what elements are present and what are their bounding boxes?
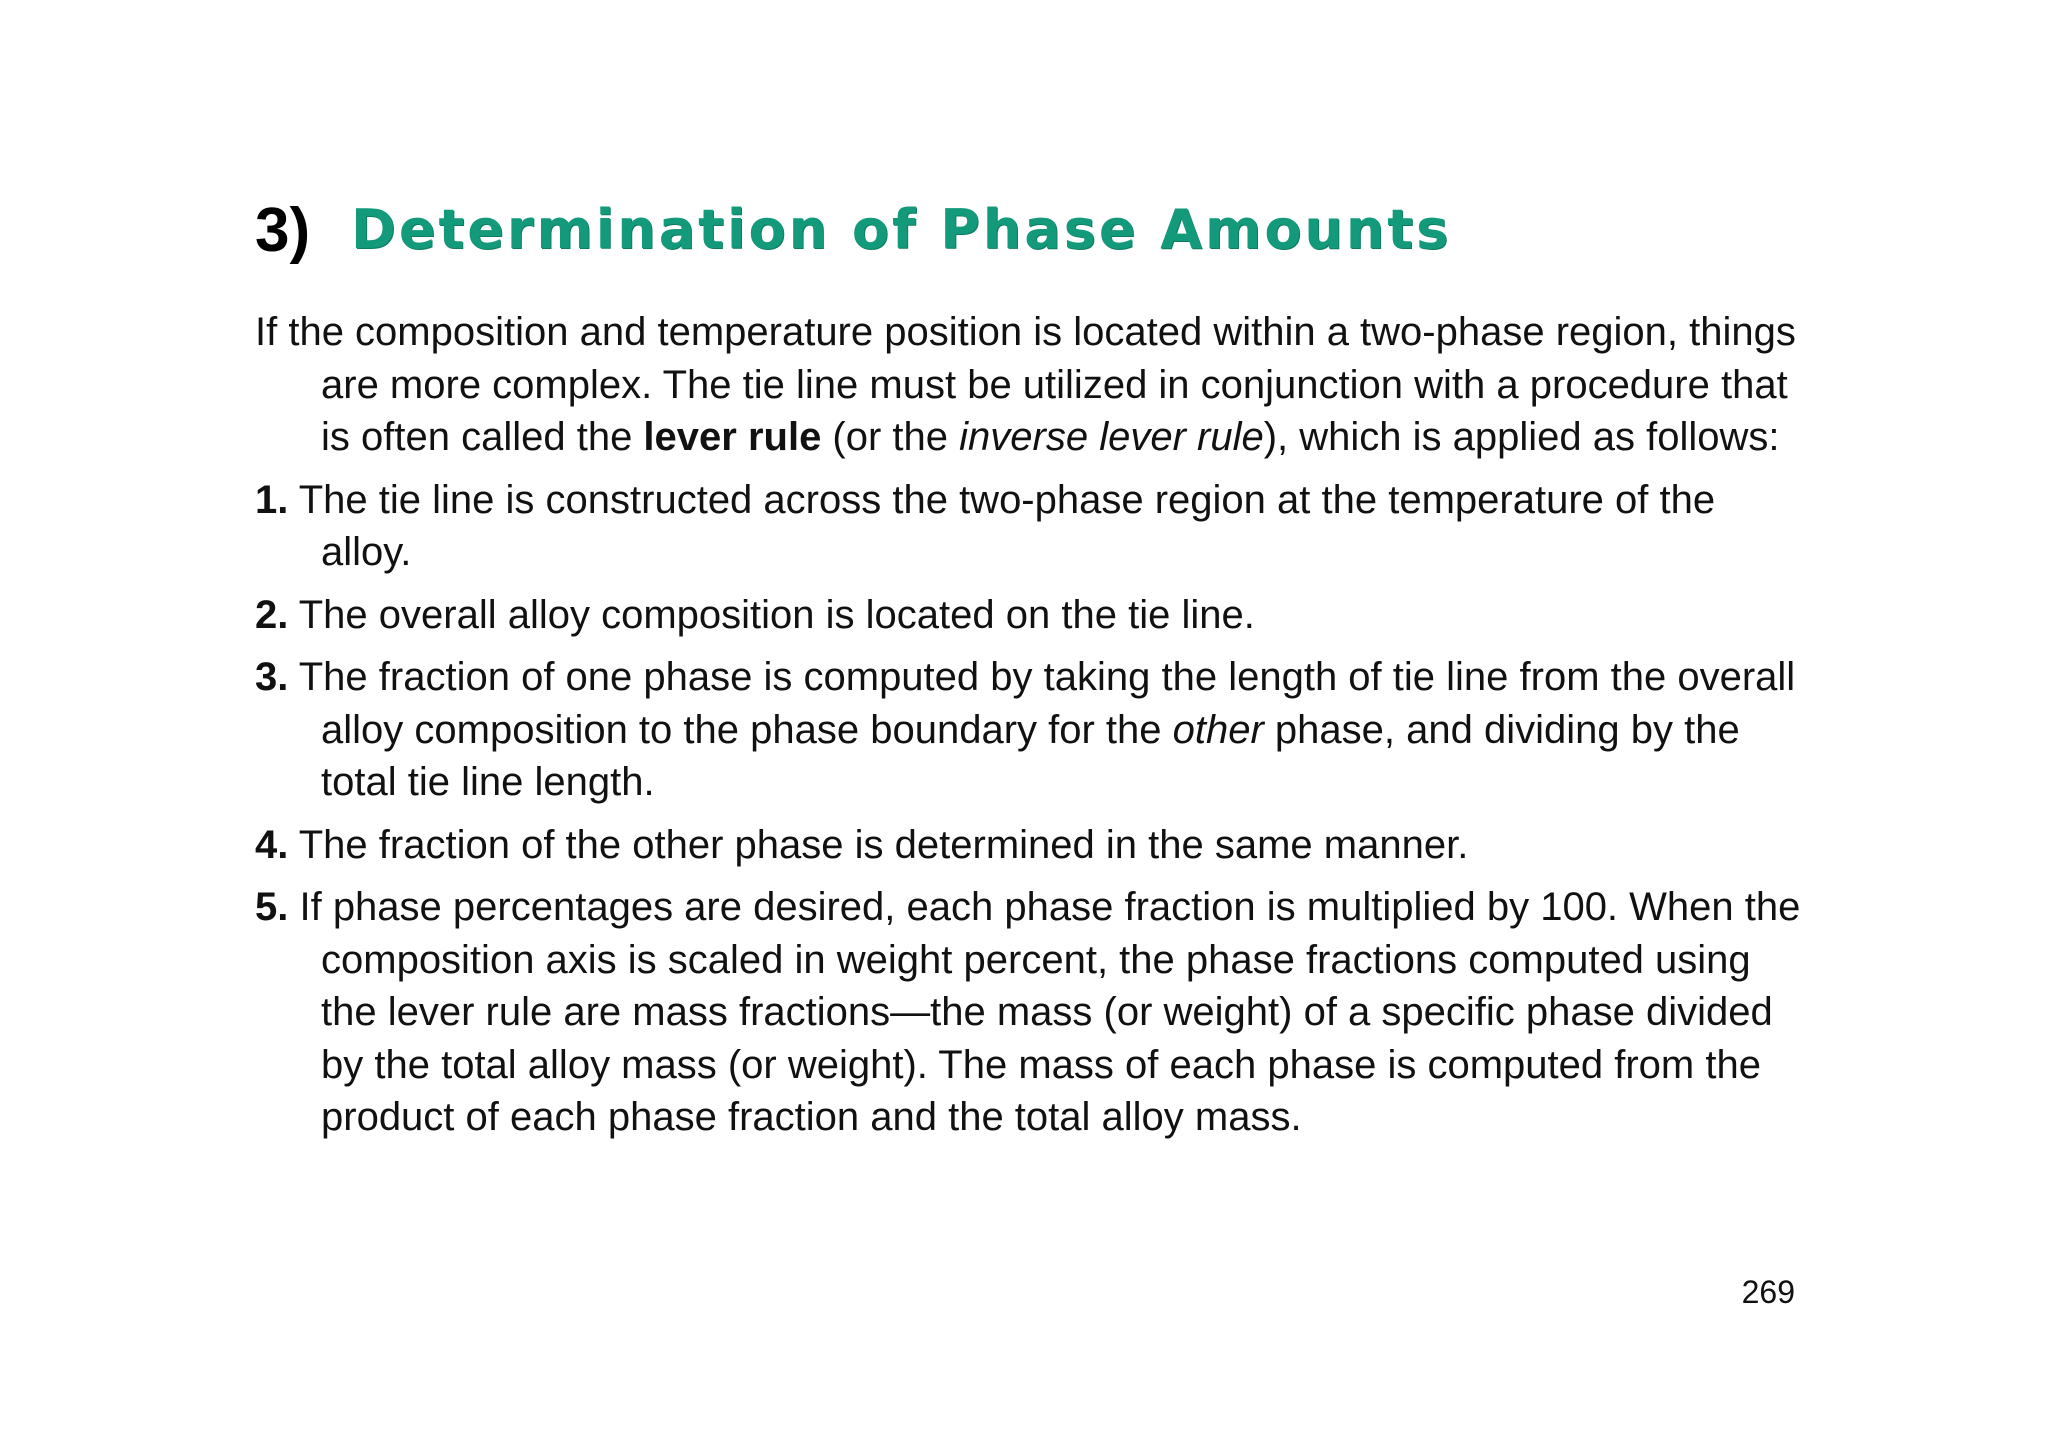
step-text: The tie line is constructed across the two-phase region at the temperature of the alloy. xyxy=(288,477,1716,574)
step-italic-term: other xyxy=(1172,707,1264,752)
step-text: The fraction of one phase is computed by taking the length of tie line from the overall alloy composition to the phase boundary for the xyxy=(288,655,1796,752)
step-text: The fraction of the other phase is determined in the same manner. xyxy=(288,822,1469,867)
step-number: 1. xyxy=(255,477,289,522)
step-number: 4. xyxy=(255,822,289,867)
step-text: If phase percentages are desired, each phase fraction is multiplied by 100. When the composition axis is scaled in weight percent, the phase fractions computed using the lever rule are mass fractions—the mass (or weight) of a specific phase divided by the total alloy mass (or weight). The mass of each phase is computed from the product of each phase fraction and the total alloy mass. xyxy=(288,885,1801,1139)
step-number: 5. xyxy=(255,885,289,929)
intro-text-3: ), which is applied as follows: xyxy=(1263,415,1780,459)
step-4 xyxy=(255,819,1815,872)
title-text: Determination of Phase Amounts xyxy=(351,198,1452,261)
intro-paragraph xyxy=(255,306,1815,464)
step-3 xyxy=(255,651,1815,809)
step-5 xyxy=(255,881,1815,1144)
step-2 xyxy=(255,589,1815,642)
page-number: 269 xyxy=(1741,1274,1795,1310)
intro-text-1: If the composition and temperature position is located within a two-phase region, things are more complex. The tie line must be utilized in conjunction with a procedure that is often called the xyxy=(255,310,1796,459)
step-number: 3. xyxy=(255,655,289,699)
step-text-end: phase, and dividing by the total tie line length. xyxy=(321,707,1740,804)
step-number: 2. xyxy=(255,592,289,637)
step-1 xyxy=(255,474,1815,579)
intro-text-2: (or the xyxy=(821,415,960,459)
intro-bold-term: lever rule xyxy=(643,415,822,459)
intro-italic-term: inverse lever rule xyxy=(959,415,1264,459)
title-number: 3) xyxy=(255,196,311,265)
step-text: The overall alloy composition is located on the tie line. xyxy=(288,592,1255,637)
slide-body xyxy=(255,306,1815,1154)
